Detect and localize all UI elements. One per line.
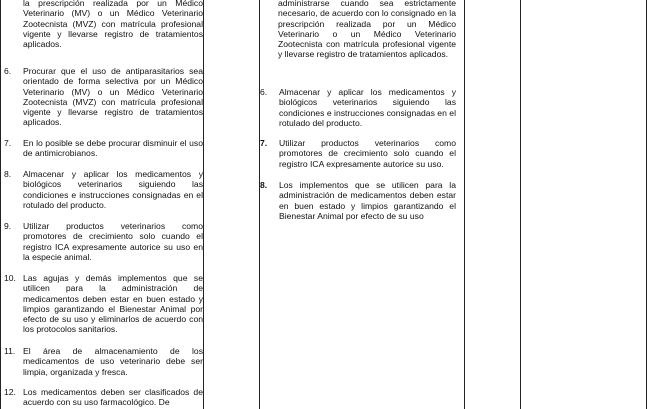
item-text: Los medicamentos deben ser clasificados de acuerdo con su uso farmacológico. De bbox=[23, 387, 203, 408]
item-number: 8. bbox=[260, 180, 268, 190]
column-divider-3 bbox=[464, 0, 465, 409]
list-item bbox=[4, 221, 203, 262]
left-continuation bbox=[4, 0, 203, 49]
item-number: 6. bbox=[4, 66, 12, 76]
list-item bbox=[4, 273, 203, 335]
item-number: 8. bbox=[4, 169, 12, 179]
left-continuation-text: la prescripción realizada por un Médico Veterinario (MV) o un Médico Veterinario Zootecnista (MVZ) con matrícula profesional vigente y llevarse registro de tratamientos aplicados. bbox=[23, 0, 203, 50]
column-divider-4 bbox=[520, 0, 521, 409]
item-text: El área de almacenamiento de los medicamentos de uso veterinario debe ser limpia, organizada y fresca. bbox=[23, 346, 203, 377]
middle-continuation-text: administrarse cuando sea estrictamente necesario, de acuerdo con lo consignado en la prescripción realizada por un Médico Veterinario o un Médico Veterinario Zootecnista con matrícula profesional vigente y llevarse registro de tratamientos aplicados. bbox=[278, 0, 456, 60]
list-item bbox=[4, 66, 203, 128]
list-item bbox=[260, 180, 456, 221]
item-text: Almacenar y aplicar los medicamentos y biológicos veterinarios siguiendo las condiciones e instrucciones consignadas en el rotulado del producto. bbox=[279, 87, 456, 128]
list-item bbox=[4, 346, 203, 377]
column-divider-1 bbox=[203, 0, 204, 409]
item-number: 9. bbox=[4, 221, 12, 231]
item-text: Procurar que el uso de antiparasitarios sea orientado de forma selectiva por un Médico Veterinario (MV) o un Médico Veterinario Zootecnista (MVZ) con matrícula profesional vigente y llevarse registro de tratamientos aplicados. bbox=[23, 66, 203, 128]
item-number: 11. bbox=[4, 346, 16, 356]
item-number: 10. bbox=[4, 273, 16, 283]
item-number: 6. bbox=[260, 87, 268, 97]
item-number: 12. bbox=[4, 387, 16, 397]
list-item bbox=[4, 169, 203, 210]
item-text: Las agujas y demás implementos que se utilicen para la administración de medicamentos deben estar en buen estado y limpios garantizando el Bienestar Animal por efecto de su uso y eliminarlos de acuerdo con los protocolos sanitarios. bbox=[23, 273, 203, 335]
list-item bbox=[4, 138, 203, 159]
list-item bbox=[260, 138, 456, 169]
item-text: Utilizar productos veterinarios como promotores de crecimiento solo cuando el registro ICA expresamente autorice su uso en la especie animal. bbox=[23, 221, 203, 262]
item-text: Almacenar y aplicar los medicamentos y biológicos veterinarios siguiendo las condiciones e instrucciones consignadas en el rotulado del producto. bbox=[23, 169, 203, 210]
list-item bbox=[4, 387, 203, 408]
item-text: Utilizar productos veterinarios como promotores de crecimiento solo cuando el registro ICA expresamente autorice su uso. bbox=[279, 138, 456, 169]
table-border-right bbox=[646, 0, 647, 409]
item-text: En lo posible se debe procurar disminuir el uso de antimicrobianos. bbox=[23, 138, 203, 159]
middle-continuation bbox=[278, 0, 456, 60]
item-text: Los implementos que se utilicen para la administración de medicamentos deben estar en buen estado y limpios garantizando el Bienestar Animal por efecto de su uso bbox=[279, 180, 456, 221]
table-border-left bbox=[0, 0, 1, 409]
item-number: 7. bbox=[4, 138, 12, 148]
list-item bbox=[260, 87, 456, 128]
item-number: 7. bbox=[260, 138, 268, 148]
